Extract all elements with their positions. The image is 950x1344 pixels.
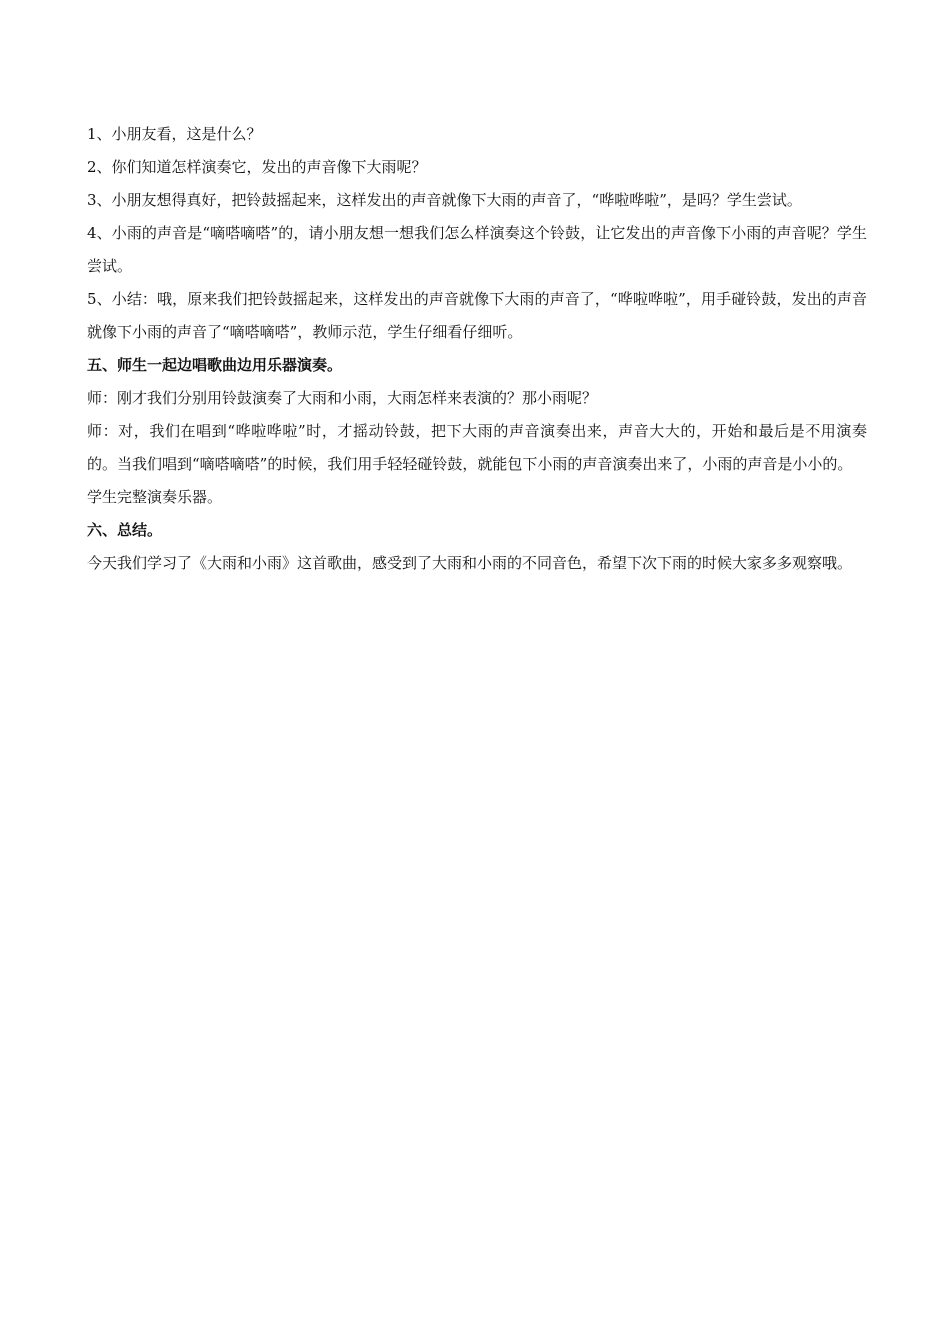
document-body — [87, 118, 867, 580]
step-3-paragraph: 3、小朋友想得真好，把铃鼓摇起来，这样发出的声音就像下大雨的声音了，“哗啦哗啦”，是吗？学生尝试。 — [87, 191, 802, 209]
teacher-explanation-paragraph: 师：对，我们在唱到“哗啦哗啦”时，才摇动铃鼓，把下大雨的声音演奏出来，声音大大的，开始和最后是不用演奏的。当我们唱到“嘀嗒嘀嗒”的时候，我们用手轻轻碰铃鼓，就能包下小雨的声音演奏出来了，小雨的声音是小小的。 — [87, 422, 867, 473]
teacher-question-paragraph: 师：刚才我们分别用铃鼓演奏了大雨和小雨，大雨怎样来表演的？那小雨呢？ — [87, 389, 598, 407]
step-1-paragraph: 1、小朋友看，这是什么？ — [87, 125, 262, 143]
step-4-paragraph: 4、小雨的声音是“嘀嗒嘀嗒”的，请小朋友想一想我们怎么样演奏这个铃鼓，让它发出的声音像下小雨的声音呢？学生尝试。 — [87, 224, 867, 275]
section-five-heading: 五、师生一起边唱歌曲边用乐器演奏。 — [87, 356, 343, 374]
conclusion-paragraph: 今天我们学习了《大雨和小雨》这首歌曲，感受到了大雨和小雨的不同音色，希望下次下雨的时候大家多多观察哦。 — [87, 554, 853, 572]
step-2-paragraph: 2、你们知道怎样演奏它，发出的声音像下大雨呢？ — [87, 158, 427, 176]
step-5-summary-paragraph: 5、小结：哦，原来我们把铃鼓摇起来，这样发出的声音就像下大雨的声音了，“哗啦哗啦”，用手碰铃鼓，发出的声音就像下小雨的声音了“嘀嗒嘀嗒”，教师示范，学生仔细看仔细听。 — [87, 290, 867, 341]
student-performance-paragraph: 学生完整演奏乐器。 — [87, 488, 223, 506]
section-six-heading: 六、总结。 — [87, 521, 163, 539]
